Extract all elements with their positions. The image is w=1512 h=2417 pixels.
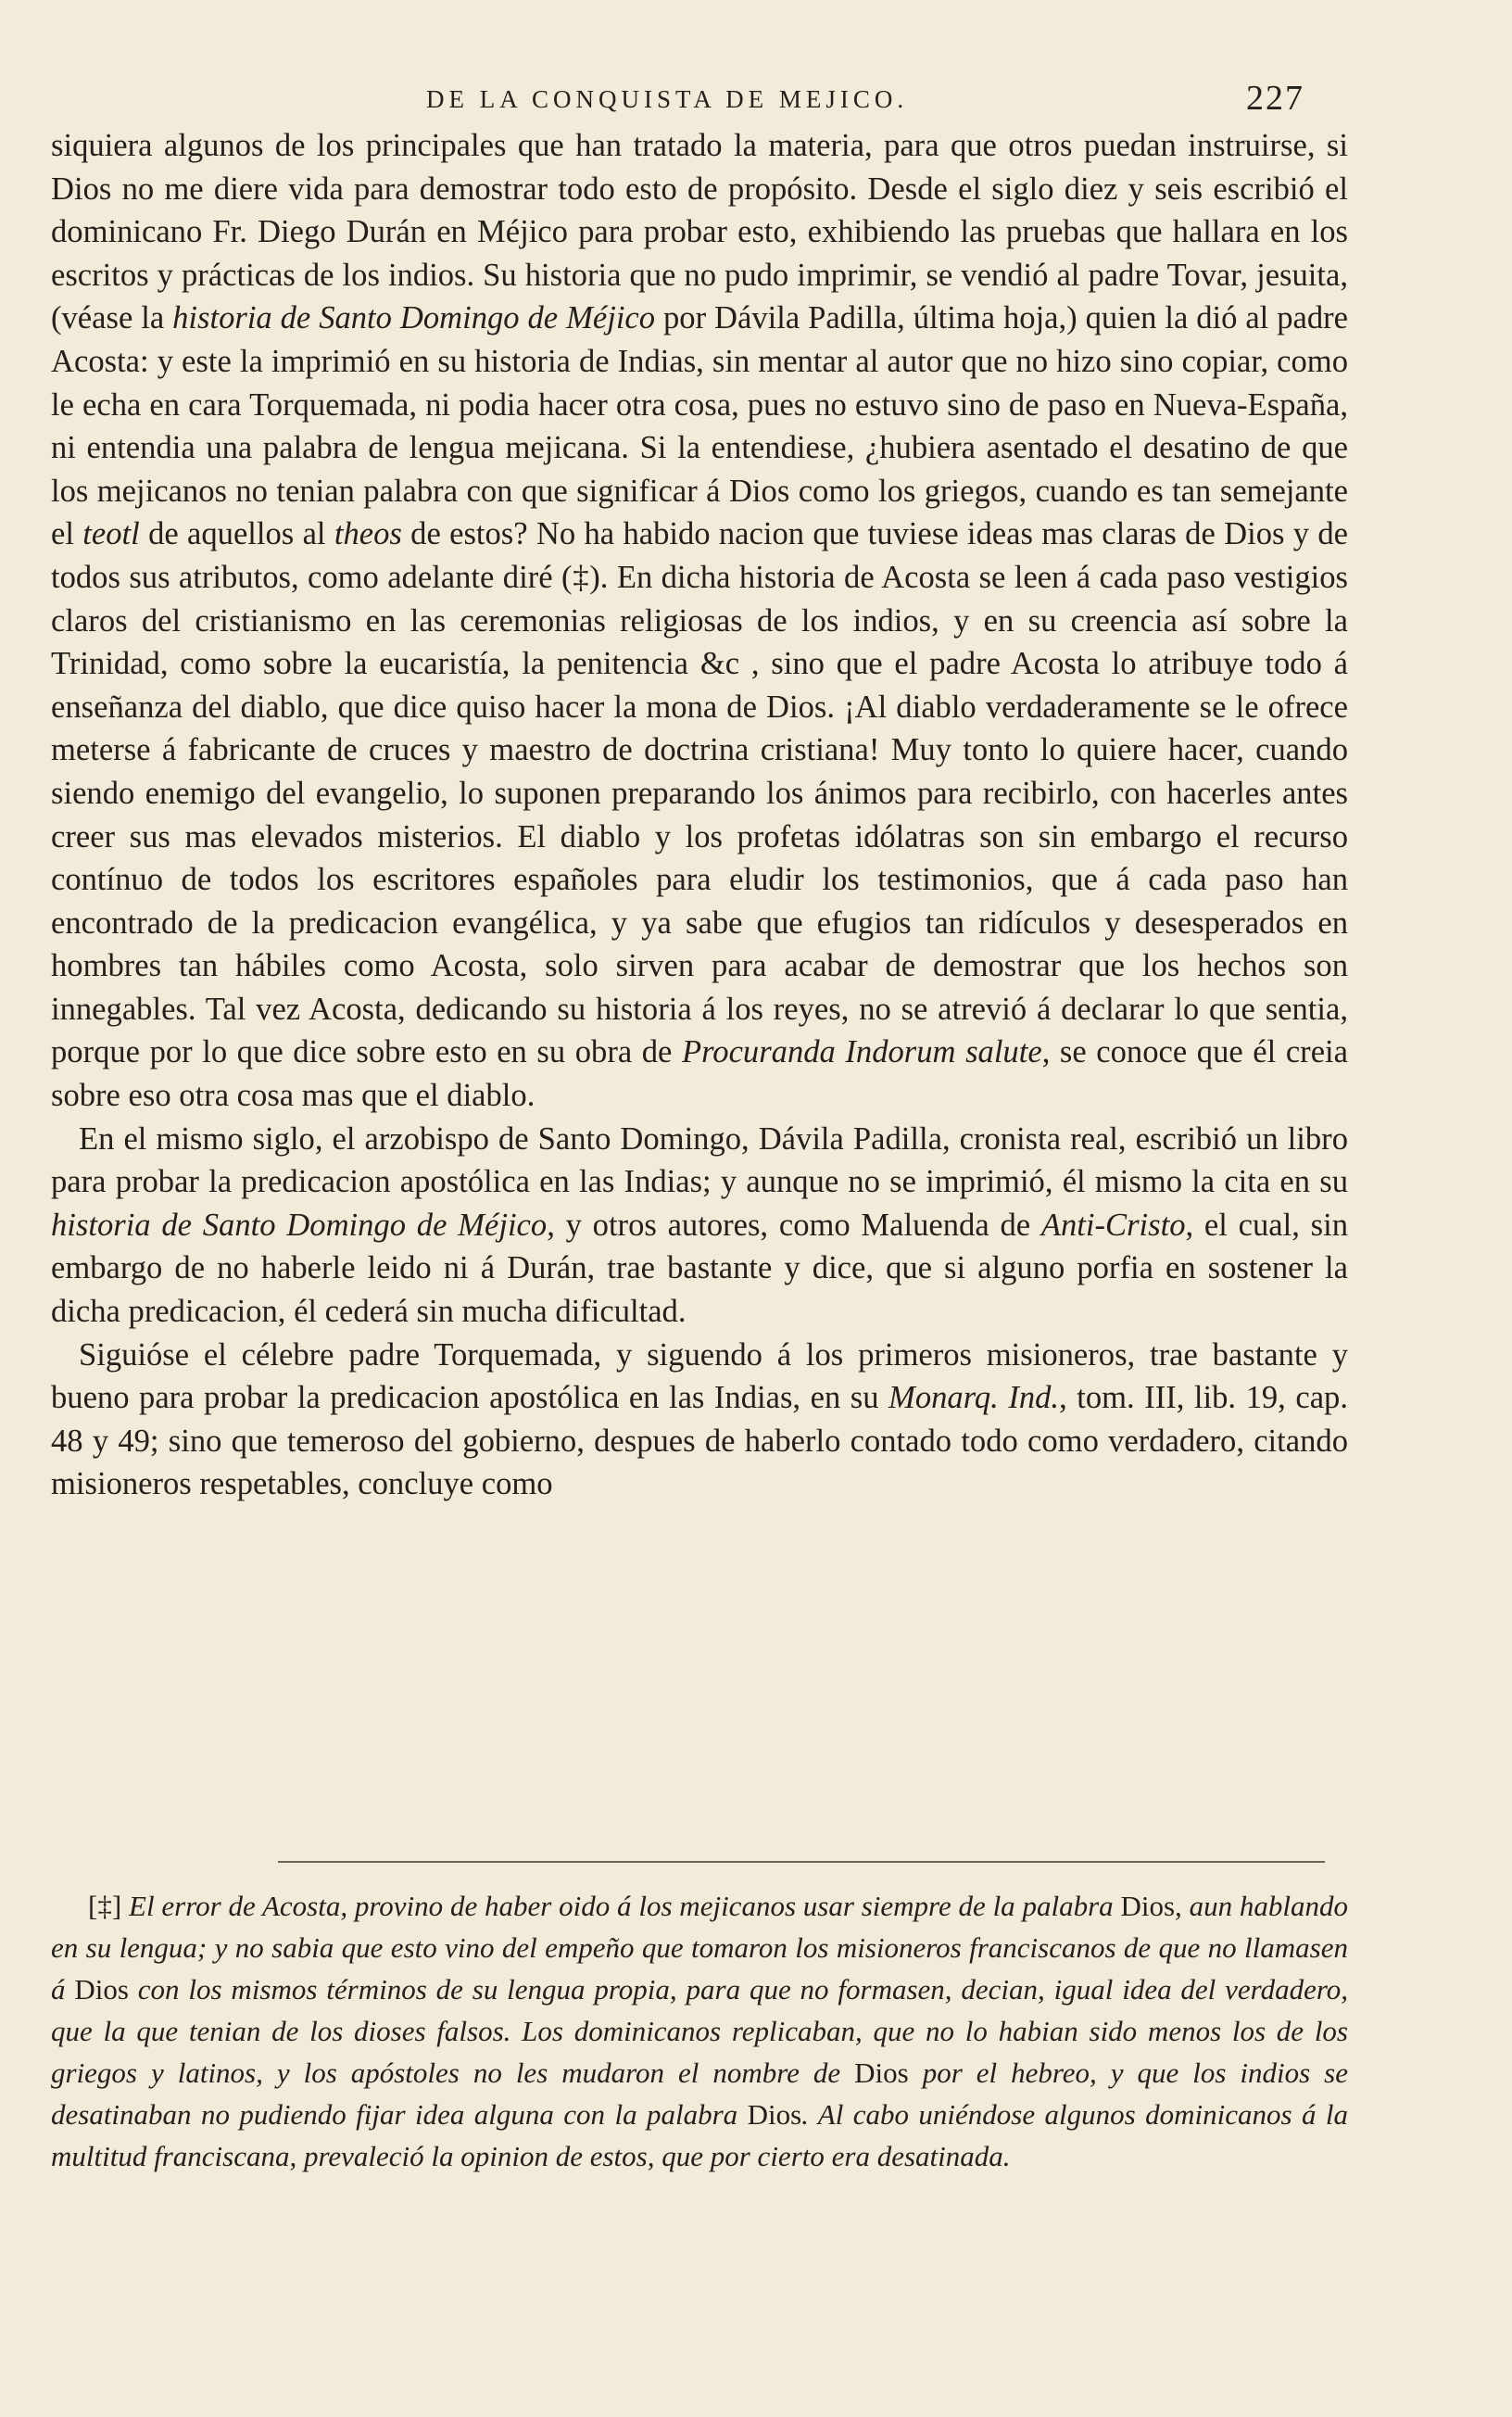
text-run: , aun hablando en su lengua; y no sabia que esto vino del empeño que tomaron los misioneros franciscanos de que no llamasen á xyxy=(51,1890,1348,2006)
roman-word: Dios xyxy=(1120,1890,1176,1922)
italic-title: Monarq. Ind. xyxy=(888,1380,1060,1416)
text-run: , y otros autores, como Maluenda de xyxy=(547,1207,1041,1243)
italic-title: Anti-Cristo xyxy=(1040,1207,1186,1243)
text-run: En el mismo siglo, el arzobispo de Santo Domingo, Dávila Padilla, cronista real, escribió un libro para probar la predicacion apostólica en las Indias; y aunque no se imprimió, él mismo la cita en su xyxy=(51,1120,1348,1200)
italic-title: historia de Santo Domingo de Méjico xyxy=(51,1207,548,1243)
page-number: 227 xyxy=(1246,79,1304,118)
text-run: con los mismos términos de su lengua propia, para que no formasen, decian, igual idea del verdadero, que la que tenian de los dioses falsos. Los dominicanos replicaban, que no lo habian sido menos los de los griegos y latinos, y los apóstoles no les mudaron el nombre de xyxy=(51,1973,1349,2089)
text-run: , tom. III, lib. 19, cap. 48 y 49; sino que temeroso del gobierno, despues de haberlo contado todo como verdadero, citando misioneros respetables, concluye como xyxy=(51,1380,1348,1502)
italic-word: theos xyxy=(334,516,402,552)
footnote-divider xyxy=(278,1861,1325,1863)
text-run: , se conoce que él creia sobre eso otra cosa mas que el diablo. xyxy=(51,1034,1348,1114)
paragraph-2 xyxy=(51,1118,1348,1334)
italic-title: Procuranda Indorum salute xyxy=(681,1034,1042,1070)
italic-word: teotl xyxy=(82,516,140,552)
text-run: de aquellos al xyxy=(139,516,334,552)
main-text xyxy=(51,124,1348,1506)
paragraph-1 xyxy=(51,124,1348,1118)
roman-word: Dios xyxy=(854,2056,909,2089)
footnote-mark: [‡] xyxy=(88,1890,130,1922)
footnote xyxy=(51,1885,1348,2177)
text-run: de estos? No ha habido nacion que tuviese ideas mas claras de Dios y de todos sus atributos, como adelante diré (‡). En dicha historia de Acosta se leen á cada paso vestigios claros del cristianismo en las ceremonias religiosas de los indios, y en su creencia así sobre la Trinidad, como sobre la eucaristía, la penitencia &c , sino que el padre Acosta lo atribuye todo á enseñanza del diablo, que dice quiso hacer la mona de Dios. ¡Al diablo verdaderamente se le ofrece meterse á fabricante de cruces y maestro de doctrina cristiana! Muy tonto lo quiere hacer, cuando siendo enemigo del evangelio, lo suponen preparando los ánimos para recibirlo, con hacerles antes creer sus mas elevados misterios. El diablo y los profetas idólatras son sin embargo el recurso contínuo de todos los escritores españoles para eludir los testimonios, que á cada paso han encontrado de la predicacion evangélica, y ya sabe que efugios tan ridículos y desesperados en hombres tan hábiles como Acosta, solo sirven para acabar de demostrar que los hechos son innegables. Tal vez Acosta, dedicando su historia á los reyes, no se atrevió á declarar lo que sentia, porque por lo que dice sobre esto en su obra de xyxy=(51,516,1349,1070)
roman-word: Dios xyxy=(74,1973,129,2006)
text-run: . Al cabo uniéndose algunos dominicanos á la multitud franciscana, prevaleció la opinion de estos, que por cierto era desatinada. xyxy=(51,2098,1348,2172)
text-run: El error de Acosta, provino de haber oido á los mejicanos usar siempre de la palabra xyxy=(129,1890,1121,1922)
italic-title: historia de Santo Domingo de Méjico xyxy=(172,300,656,336)
footnote-text xyxy=(51,1885,1348,2177)
paragraph-3 xyxy=(51,1334,1348,1506)
text-run: Siguióse el célebre padre Torquemada, y siguendo á los primeros misioneros, trae bastante y bueno para probar la predicacion apostólica en las Indias, en su xyxy=(51,1336,1348,1416)
running-header: DE LA CONQUISTA DE MEJICO. xyxy=(426,85,909,113)
text-run: por Dávila Padilla, última hoja,) quien la dió al padre Acosta: y este la imprimió en su historia de Indias, sin mentar al autor que no hizo sino copiar, como le echa en cara Torquemada, ni podia hacer otra cosa, pues no estuvo sino de paso en Nueva-España, ni entendia una palabra de lengua mejicana. Si la entendiese, ¿hubiera asentado el desatino de que los mejicanos no tenian palabra con que significar á Dios como los griegos, cuando es tan semejante el xyxy=(51,300,1348,552)
text-run: por el hebreo, y que los indios se desatinaban no pudiendo fijar idea alguna con la palabra xyxy=(51,2056,1348,2131)
text-run: , el cual, sin embargo de no haberle leido ni á Durán, trae bastante y dice, que si alguno porfia en sostener la dicha predicacion, él cederá sin mucha dificultad. xyxy=(51,1207,1348,1330)
roman-word: Dios xyxy=(747,2098,802,2131)
text-run: siquiera algunos de los principales que han tratado la materia, para que otros puedan instruirse, si Dios no me diere vida para demostrar todo esto de propósito. Desde el siglo diez y seis escribió el dominicano Fr. Diego Durán en Méjico para probar esto, exhibiendo las pruebas que hallara en los escritos y prácticas de los indios. Su historia que no pudo imprimir, se vendió al padre Tovar, jesuita, (véase la xyxy=(51,128,1348,336)
